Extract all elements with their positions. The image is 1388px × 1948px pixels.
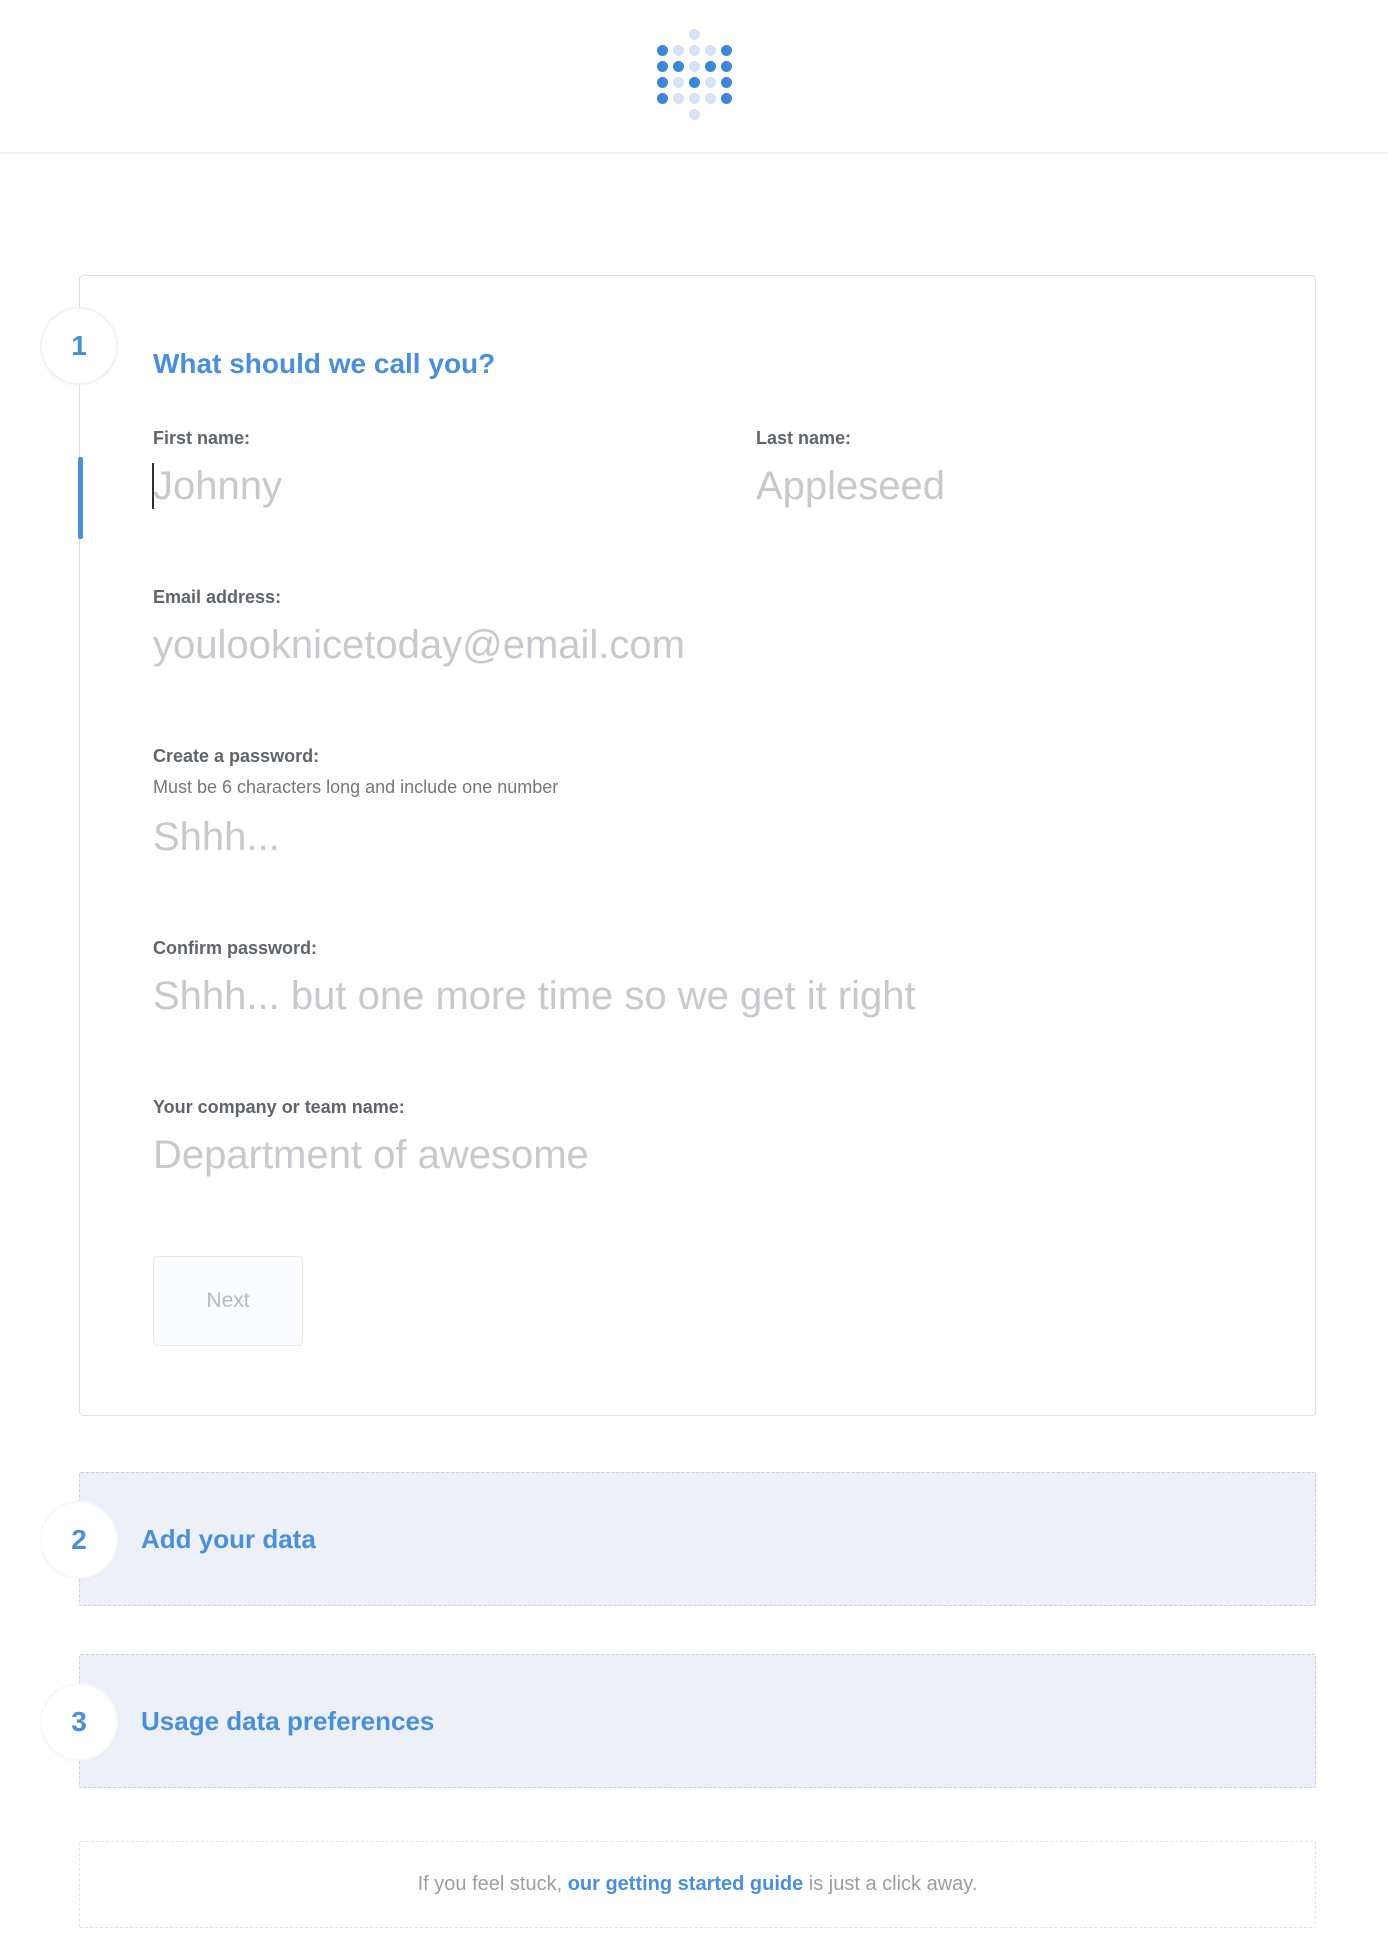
- company-input[interactable]: [153, 1129, 1242, 1181]
- email-group: [153, 585, 1242, 671]
- step2-title: Add your data: [141, 1523, 316, 1554]
- logo-dot: [689, 77, 700, 88]
- password-group: [153, 744, 1242, 863]
- help-text-before: If you feel stuck,: [417, 1873, 568, 1895]
- logo-dot: [657, 61, 668, 72]
- last-name-group: [756, 426, 1242, 512]
- logo-dot: [657, 93, 668, 104]
- logo-dot: [689, 29, 700, 40]
- password-label: Create a password:: [153, 746, 320, 766]
- logo-dot: [721, 93, 732, 104]
- logo-dot: [657, 45, 668, 56]
- help-text-after: is just a click away.: [803, 1873, 978, 1895]
- logo-dot: [705, 29, 716, 40]
- confirm-password-group: [153, 936, 1242, 1022]
- signup-flow: [71, 275, 1316, 1928]
- logo-dot: [721, 109, 732, 120]
- confirm-password-input[interactable]: [153, 970, 1242, 1022]
- logo-dot: [705, 45, 716, 56]
- text-caret: [152, 463, 154, 509]
- confirm-password-label: Confirm password:: [153, 938, 318, 958]
- password-input[interactable]: [153, 811, 1242, 863]
- logo-dot: [657, 109, 668, 120]
- logo-dot: [705, 61, 716, 72]
- logo-dot: [721, 77, 732, 88]
- first-name-input[interactable]: [153, 460, 756, 512]
- company-group: [153, 1095, 1242, 1181]
- step2-section[interactable]: [71, 1472, 1316, 1606]
- logo-dot: [673, 61, 684, 72]
- step1-badge: [40, 307, 118, 385]
- dot-matrix-logo-icon: [654, 26, 734, 122]
- step2-number: 2: [71, 1524, 87, 1555]
- password-hint: Must be 6 characters long and include one number: [153, 777, 559, 797]
- last-name-input-wrap: [756, 460, 1242, 512]
- company-input-wrap: [153, 1129, 1242, 1181]
- step2-badge: [40, 1501, 118, 1579]
- logo-dot: [657, 29, 668, 40]
- step3-number: 3: [71, 1706, 87, 1737]
- logo-dot: [673, 109, 684, 120]
- name-row: [153, 426, 1242, 585]
- first-name-group: [153, 426, 756, 512]
- logo-dot: [705, 93, 716, 104]
- logo-dot: [721, 45, 732, 56]
- logo-dot: [721, 29, 732, 40]
- logo-dot: [689, 61, 700, 72]
- logo-dot: [689, 45, 700, 56]
- step3-badge: [40, 1683, 118, 1761]
- logo-dot: [705, 109, 716, 120]
- next-button[interactable]: Next: [153, 1256, 303, 1346]
- step3-title: Usage data preferences: [141, 1705, 435, 1736]
- first-name-input-wrap: [153, 460, 756, 512]
- logo-dot: [721, 61, 732, 72]
- logo-dot: [705, 77, 716, 88]
- help-text: [418, 1873, 978, 1896]
- logo-dot: [689, 109, 700, 120]
- logo-dot: [673, 77, 684, 88]
- header: [0, 0, 1388, 154]
- password-input-wrap: [153, 811, 1242, 863]
- getting-started-link[interactable]: our getting started guide: [567, 1873, 804, 1895]
- first-name-label: First name:: [153, 428, 251, 448]
- step3-section[interactable]: [71, 1654, 1316, 1788]
- email-input[interactable]: [153, 619, 1242, 671]
- step1-number: 1: [71, 330, 87, 361]
- company-label: Your company or team name:: [153, 1097, 405, 1117]
- logo-dot: [657, 77, 668, 88]
- focused-field-indicator: [78, 457, 83, 539]
- last-name-input[interactable]: [756, 460, 1242, 512]
- email-label: Email address:: [153, 587, 282, 607]
- logo-dot: [689, 93, 700, 104]
- email-input-wrap: [153, 619, 1242, 671]
- logo-dot: [673, 45, 684, 56]
- logo-dot: [673, 93, 684, 104]
- help-box: [79, 1841, 1316, 1928]
- step1-card: [71, 275, 1316, 1416]
- confirm-password-input-wrap: [153, 970, 1242, 1022]
- last-name-label: Last name:: [756, 428, 852, 448]
- step1-title: What should we call you?: [153, 348, 496, 379]
- logo-dot: [673, 29, 684, 40]
